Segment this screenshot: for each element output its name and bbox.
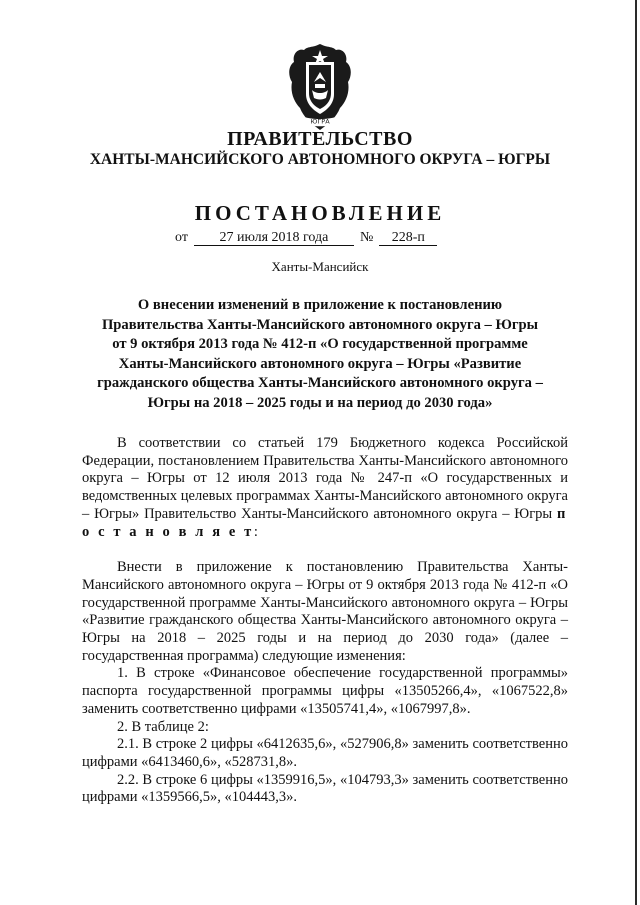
document-city: Ханты-Мансийск [271, 259, 369, 274]
number-prefix: № [359, 230, 374, 245]
preamble-text: В соответствии со статьей 179 Бюджетного кодекса Российской Федерации, постановлением Правительства Ханты-Мансийского автономного округа – Югры от 12 июля 2013 года № 247-п «О государственных и ведомственных целевых программах Ханты-Мансийского автономного округа – Югры» Правительство Ханты-Мансийского автономного округа – Югры [82, 435, 568, 522]
document-number: 228-п [379, 230, 437, 246]
document-date: 27 июля 2018 года [194, 230, 354, 246]
amendment-item-2: 2. В таблице 2: [117, 718, 209, 735]
date-prefix: от [175, 230, 188, 245]
preamble-paragraph [82, 435, 568, 541]
amendment-item-2-1: 2.1. В строке 2 цифры «6412635,6», «527906,8» заменить соответственно цифрами «6413460,6», «528731,8». [82, 736, 568, 770]
document-type-heading: ПОСТАНОВЛЕНИЕ [194, 201, 446, 225]
document-date-line [175, 230, 437, 246]
amendment-item-1: 1. В строке «Финансовое обеспечение государственной программы» паспорта государственной программы цифры «13505266,4», «1067522,8» заменить соответственно цифрами «13505741,4», «1067997,8». [82, 665, 568, 717]
decree-word: п о с т а н о в л я е т [82, 505, 568, 540]
amendment-item-2-2: 2.2. В строке 6 цифры «1359916,5», «104793,3» заменить соответственно цифрами «1359566,5», «104443,3». [82, 771, 568, 806]
amendment-intro-paragraph: Внести в приложение к постановлению Правительства Ханты-Мансийского автономного округа – Югры от 9 октября 2013 года № 412-п «О государственной программе Ханты-Мансийского автономного округа – Югры «Развитие гражданского общества Ханты-Мансийского автономного округа – Югры на 2018 – 2025 годы и на период до 2030 года» (далее – государственная программа) следующие изменения: [82, 559, 568, 664]
emblem-label: ЮГРА [310, 117, 330, 126]
government-region: ХАНТЫ-МАНСИЙСКОГО АВТОНОМНОГО ОКРУГА – ЮГРЫ [89, 151, 551, 168]
document-title: О внесении изменений в приложение к постановлению Правительства Ханты-Мансийского автономного округа – Югры от 9 октября 2013 года № 412-п «О государственной программе Ханты-Мансийского автономного округа – Югры «Развитие гражданского общества Ханты-Мансийского автономного округа – Югры на 2018 – 2025 годы и на период до 2030 года» [97, 297, 543, 411]
coat-of-arms-icon [282, 42, 358, 134]
preamble-end: : [253, 523, 258, 540]
government-title: ПРАВИТЕЛЬСТВО [227, 128, 413, 150]
document-body [82, 435, 568, 807]
